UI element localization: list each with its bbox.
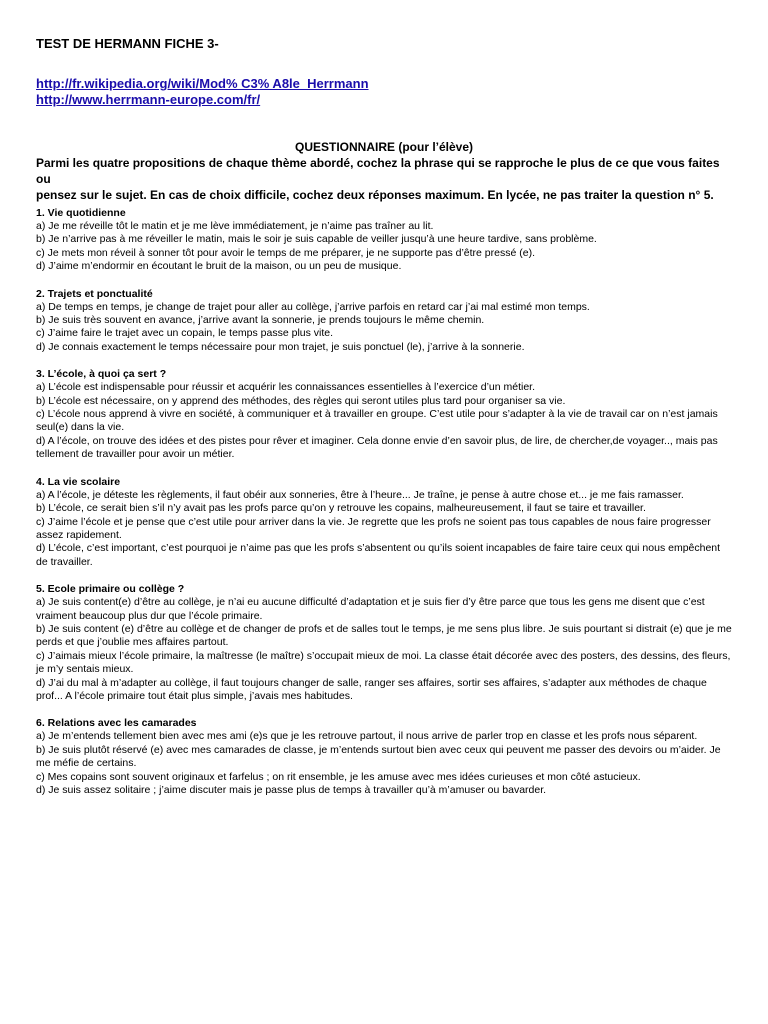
answer-list [36, 381, 732, 461]
answer-item: a) L’école est indispensable pour réussir et acquérir les connaissances essentielles à l’exercice d’un métier. [36, 381, 536, 394]
answer-item: c) J’aime l’école et je pense que c’est utile pour arriver dans la vie. Je regrette que les profs ne soient pas tous capables de nous faire progresser assez rapidement. [36, 515, 711, 541]
answer-list [36, 596, 732, 703]
answer-item: a) De temps en temps, je change de trajet pour aller au collège, j’arrive parfois en retard car j’ai mal estimé mon temps. [36, 300, 590, 313]
section-trajets [36, 288, 732, 355]
section-relations [36, 717, 732, 797]
section-title: 4. La vie scolaire [36, 475, 121, 488]
answer-item: b) Je suis plutôt réservé (e) avec mes camarades de classe, je m’entends surtout bien avec ceux qui peuvent me passer des devoirs ou m’aider. Je me méfie de certains. [36, 743, 721, 770]
intro-line: Parmi les quatre propositions de chaque thème abordé, cochez la phrase qui se rapproche le plus de ce que vous faites ou [36, 156, 720, 186]
answer-item: b) Je n’arrive pas à me réveiller le matin, mais le soir je suis capable de veiller jusqu’à une heure tardive, sans problème. [36, 233, 597, 246]
answer-item: b) Je suis très souvent en avance, j’arrive avant la sonnerie, je prends toujours le même chemin. [36, 314, 485, 327]
answer-item: c) J’aime faire le trajet avec un copain, le temps passe plus vite. [36, 327, 334, 340]
answer-list [36, 220, 732, 274]
herrmann-europe-link[interactable]: http://www.herrmann-europe.com/fr/ [36, 92, 261, 107]
answer-item: d) J’aime m’endormir en écoutant le bruit de la maison, ou un peu de musique. [36, 260, 402, 273]
answer-item: a) A l’école, je déteste les règlements, il faut obéir aux sonneries, être à l’heure... Je traîne, je pense à autre chose et... je me fais ramasser. [36, 488, 684, 501]
reference-links [36, 76, 732, 108]
answer-item: b) Je suis content (e) d’être au collège et de changer de profs et de salles tout le temps, je me sens plus libre. Je suis pourtant si distrait (e) que je me perds et que j’oublie mes affaires partout. [36, 622, 732, 649]
section-ecole-primaire [36, 583, 732, 703]
answer-item: d) L’école, c’est important, c’est pourquoi je n’aime pas que les profs s’absentent ou qu’ils soient incapables de faire taire ceux qui nous empêchent de travailler. [36, 542, 721, 568]
answer-item: c) Je mets mon réveil à sonner tôt pour avoir le temps de me préparer, je ne supporte pas d’être pressé (e). [36, 246, 535, 259]
answer-item: d) J’ai du mal à m’adapter au collège, il faut toujours changer de salle, ranger ses affaires, sortir ses affaires, s’adapter aux méthodes de chaque prof... A l’école primaire tout était plus simple, j’avais mes habitudes. [36, 676, 707, 702]
intro-line: pensez sur le sujet. En cas de choix difficile, cochez deux réponses maximum. En lycée, ne pas traiter la question n° 5. [36, 188, 714, 202]
answer-item: d) Je suis assez solitaire ; j’aime discuter mais je passe plus de temps à travailler qu’à m’amuser ou bavarder. [36, 784, 547, 796]
answer-item: d) Je connais exactement le temps nécessaire pour mon trajet, je suis ponctuel (le), j’arrive à la sonnerie. [36, 340, 525, 353]
wikipedia-link[interactable]: http://fr.wikipedia.org/wiki/Mod% C3% A8le_Herrmann [36, 76, 369, 91]
section-title: 6. Relations avec les camarades [36, 717, 197, 730]
questionnaire-heading: QUESTIONNAIRE (pour l’élève) [294, 140, 474, 154]
document-title: TEST DE HERMANN FICHE 3- [36, 36, 219, 51]
section-title: 2. Trajets et ponctualité [36, 287, 153, 300]
answer-item: c) J’aimais mieux l’école primaire, la maîtresse (le maître) s’occupait mieux de moi. La classe était décorée avec des posters, des dessins, des fleurs, je m’y sentais mieux. [36, 649, 731, 676]
answer-item: c) Mes copains sont souvent originaux et farfelus ; on rit ensemble, je les amuse avec mes idées curieuses et mon côté astucieux. [36, 770, 641, 783]
section-title: 1. Vie quotidienne [36, 207, 126, 219]
answer-item: a) Je m’entends tellement bien avec mes ami (e)s que je les retrouve partout, il nous arrive de parler trop en classe et les profs nous séparent. [36, 730, 698, 743]
answer-item: b) L’école, ce serait bien s’il n’y avait pas les profs parce qu’on y retrouve les copains, malheureusement, il faut se taire et travailler. [36, 502, 646, 515]
answer-list [36, 301, 732, 355]
section-ecole [36, 368, 732, 461]
answer-item: b) L’école est nécessaire, on y apprend des méthodes, des règles qui seront utiles plus tard pour organiser sa vie. [36, 394, 566, 407]
section-vie-scolaire [36, 476, 732, 569]
answer-item: a) Je me réveille tôt le matin et je me lève immédiatement, je n’aime pas traîner au lit. [36, 220, 434, 232]
answer-item: a) Je suis content(e) d’être au collège, je n’ai eu aucune difficulté d’adaptation et je suis fier d’y être parce que tous les gens me disent que c’est vraiment beaucoup plus dur que l’école primaire. [36, 596, 705, 622]
section-title: 5. Ecole primaire ou collège ? [36, 583, 185, 596]
answer-item: d) A l’école, on trouve des idées et des pistes pour rêver et imaginer. Cela donne envie d’en savoir plus, de lire, de chercher,de voyager.., mais pas tellement de travailler pour avoir un métier. [36, 434, 718, 461]
section-title: 3. L’école, à quoi ça sert ? [36, 368, 167, 381]
section-vie-quotidienne [36, 207, 732, 274]
answer-item: c) L’école nous apprend à vivre en société, à communiquer et à travailler en groupe. C’est utile pour s’adapter à la vie de travail car on n’est jamais seul(e) dans la vie. [36, 408, 718, 434]
answer-list [36, 489, 732, 569]
answer-list [36, 730, 732, 797]
